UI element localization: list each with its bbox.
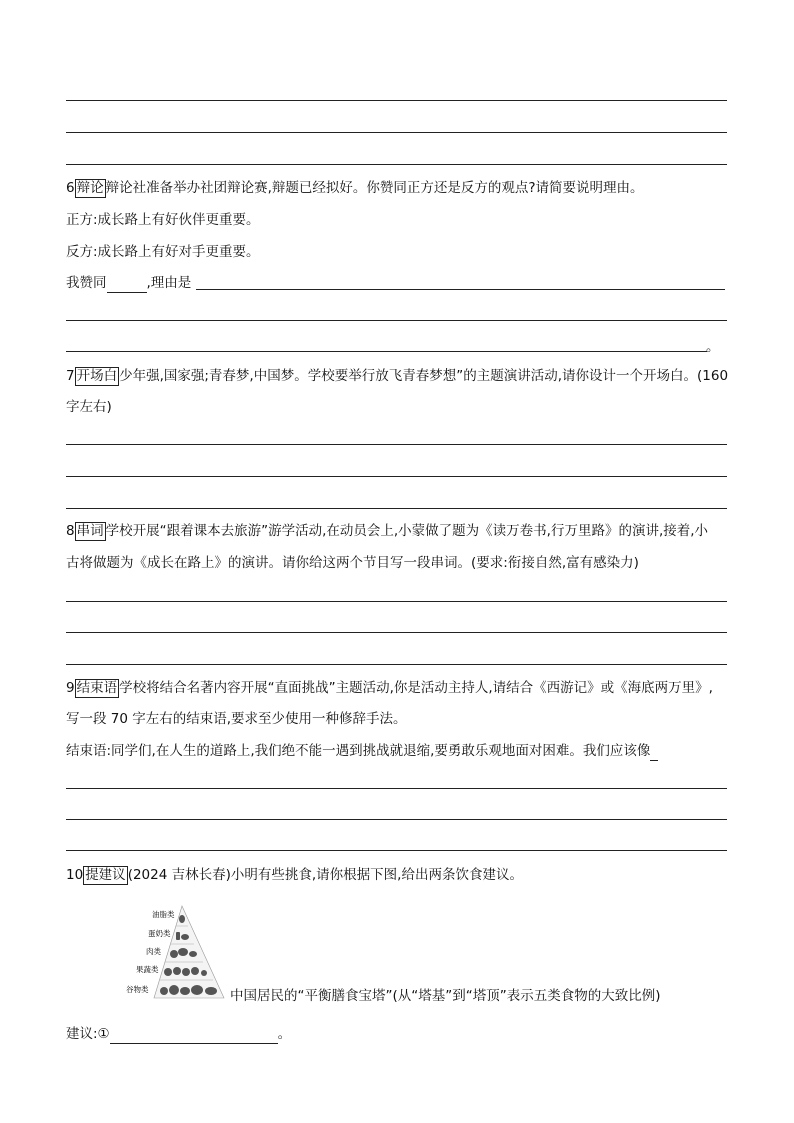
q10-suggestion-label: 建议:① <box>66 1026 110 1042</box>
pyramid-label-meat: 肉类 <box>146 947 161 956</box>
q6-answer-label-b: ,理由是 <box>146 275 192 291</box>
answer-line[interactable] <box>66 819 727 820</box>
answer-line[interactable] <box>66 320 727 321</box>
q9-number: 9 <box>66 680 75 696</box>
q6-pro: 正方:成长路上有好伙伴更重要。 <box>66 212 260 228</box>
q8-prompt <box>66 521 708 541</box>
pyramid-label-fruit-veg: 果蔬类 <box>136 965 159 974</box>
q10-prompt <box>66 865 523 885</box>
q6-answer-label-a: 我赞同 <box>66 275 107 291</box>
answer-line[interactable] <box>66 788 727 789</box>
q6-reason-line[interactable] <box>196 289 725 290</box>
q7-text: 少年强,国家强;青春梦,中国梦。学校要举行放飞青春梦想”的主题演讲活动,请你设计一个开场白。(160 <box>119 368 729 384</box>
pyramid-label-grain: 谷物类 <box>126 985 149 994</box>
q9-tag: 结束语 <box>76 680 118 696</box>
answer-line[interactable] <box>66 164 727 165</box>
q9-sample-opening <box>66 741 658 761</box>
answer-line[interactable] <box>66 444 727 445</box>
answer-line[interactable] <box>66 508 727 509</box>
q10-figure-caption: 中国居民的“平衡膳食宝塔”(从“塔基”到“塔顶”表示五类食物的大致比例) <box>230 988 661 1004</box>
q9-text-cont: 写一段 70 字左右的结束语,要求至少使用一种修辞手法。 <box>66 711 407 727</box>
answer-line[interactable] <box>66 664 727 665</box>
answer-line[interactable] <box>66 850 727 851</box>
q10-suggestion-blank[interactable] <box>110 1029 278 1044</box>
q10-number: 10 <box>66 867 84 883</box>
answer-line[interactable] <box>66 351 707 352</box>
q6-end-mark: 。 <box>706 339 720 355</box>
q10-text: (2024 吉林长春)小明有些挑食,请你根据下图,给出两条饮食建议。 <box>127 867 523 883</box>
q9-continue-blank[interactable] <box>650 746 658 761</box>
q6-choice-blank[interactable] <box>107 278 147 293</box>
q9-prompt <box>66 678 713 698</box>
q7-tag: 开场白 <box>76 368 118 384</box>
q10-tag: 提建议 <box>85 867 126 883</box>
q6-text: 辩论社准备举办社团辩论赛,辩题已经拟好。你赞同正方还是反方的观点?请简要说明理由。 <box>105 180 644 196</box>
q6-number: 6 <box>66 180 75 196</box>
food-pyramid-figure <box>120 902 230 1002</box>
q8-text: 学校开展“跟着课本去旅游”游学活动,在动员会上,小蒙做了题为《读万卷书,行万里路》的演讲,接着,小 <box>105 523 709 539</box>
answer-line[interactable] <box>66 100 727 101</box>
q7-text-cont: 字左右) <box>66 399 112 415</box>
q10-suggestion-row <box>66 1024 291 1044</box>
q6-tag: 辩论 <box>76 180 104 196</box>
q9-text: 学校将结合名著内容开展“直面挑战”主题活动,你是活动主持人,请结合《西游记》或《海底两万里》, <box>119 680 713 696</box>
q9-sample-text: 结束语:同学们,在人生的道路上,我们绝不能一遇到挑战就退缩,要勇敢乐观地面对困难。我们应该像 <box>66 743 651 759</box>
q8-text-cont: 古将做题为《成长在路上》的演讲。请你给这两个节目写一段串词。(要求:衔接自然,富有感染力) <box>66 555 639 571</box>
answer-line[interactable] <box>66 476 727 477</box>
answer-line[interactable] <box>66 601 727 602</box>
pyramid-label-dairy: 蛋奶类 <box>148 929 171 938</box>
q7-number: 7 <box>66 368 75 384</box>
q6-con: 反方:成长路上有好对手更重要。 <box>66 244 260 260</box>
answer-line[interactable] <box>66 632 727 633</box>
q8-number: 8 <box>66 523 75 539</box>
q6-prompt <box>66 178 644 198</box>
q8-tag: 串词 <box>76 523 104 539</box>
q7-prompt <box>66 366 728 386</box>
pyramid-label-oil: 油脂类 <box>152 910 175 919</box>
q6-answer-row <box>66 273 191 293</box>
q10-end-mark: 。 <box>277 1026 292 1042</box>
answer-line[interactable] <box>66 132 727 133</box>
